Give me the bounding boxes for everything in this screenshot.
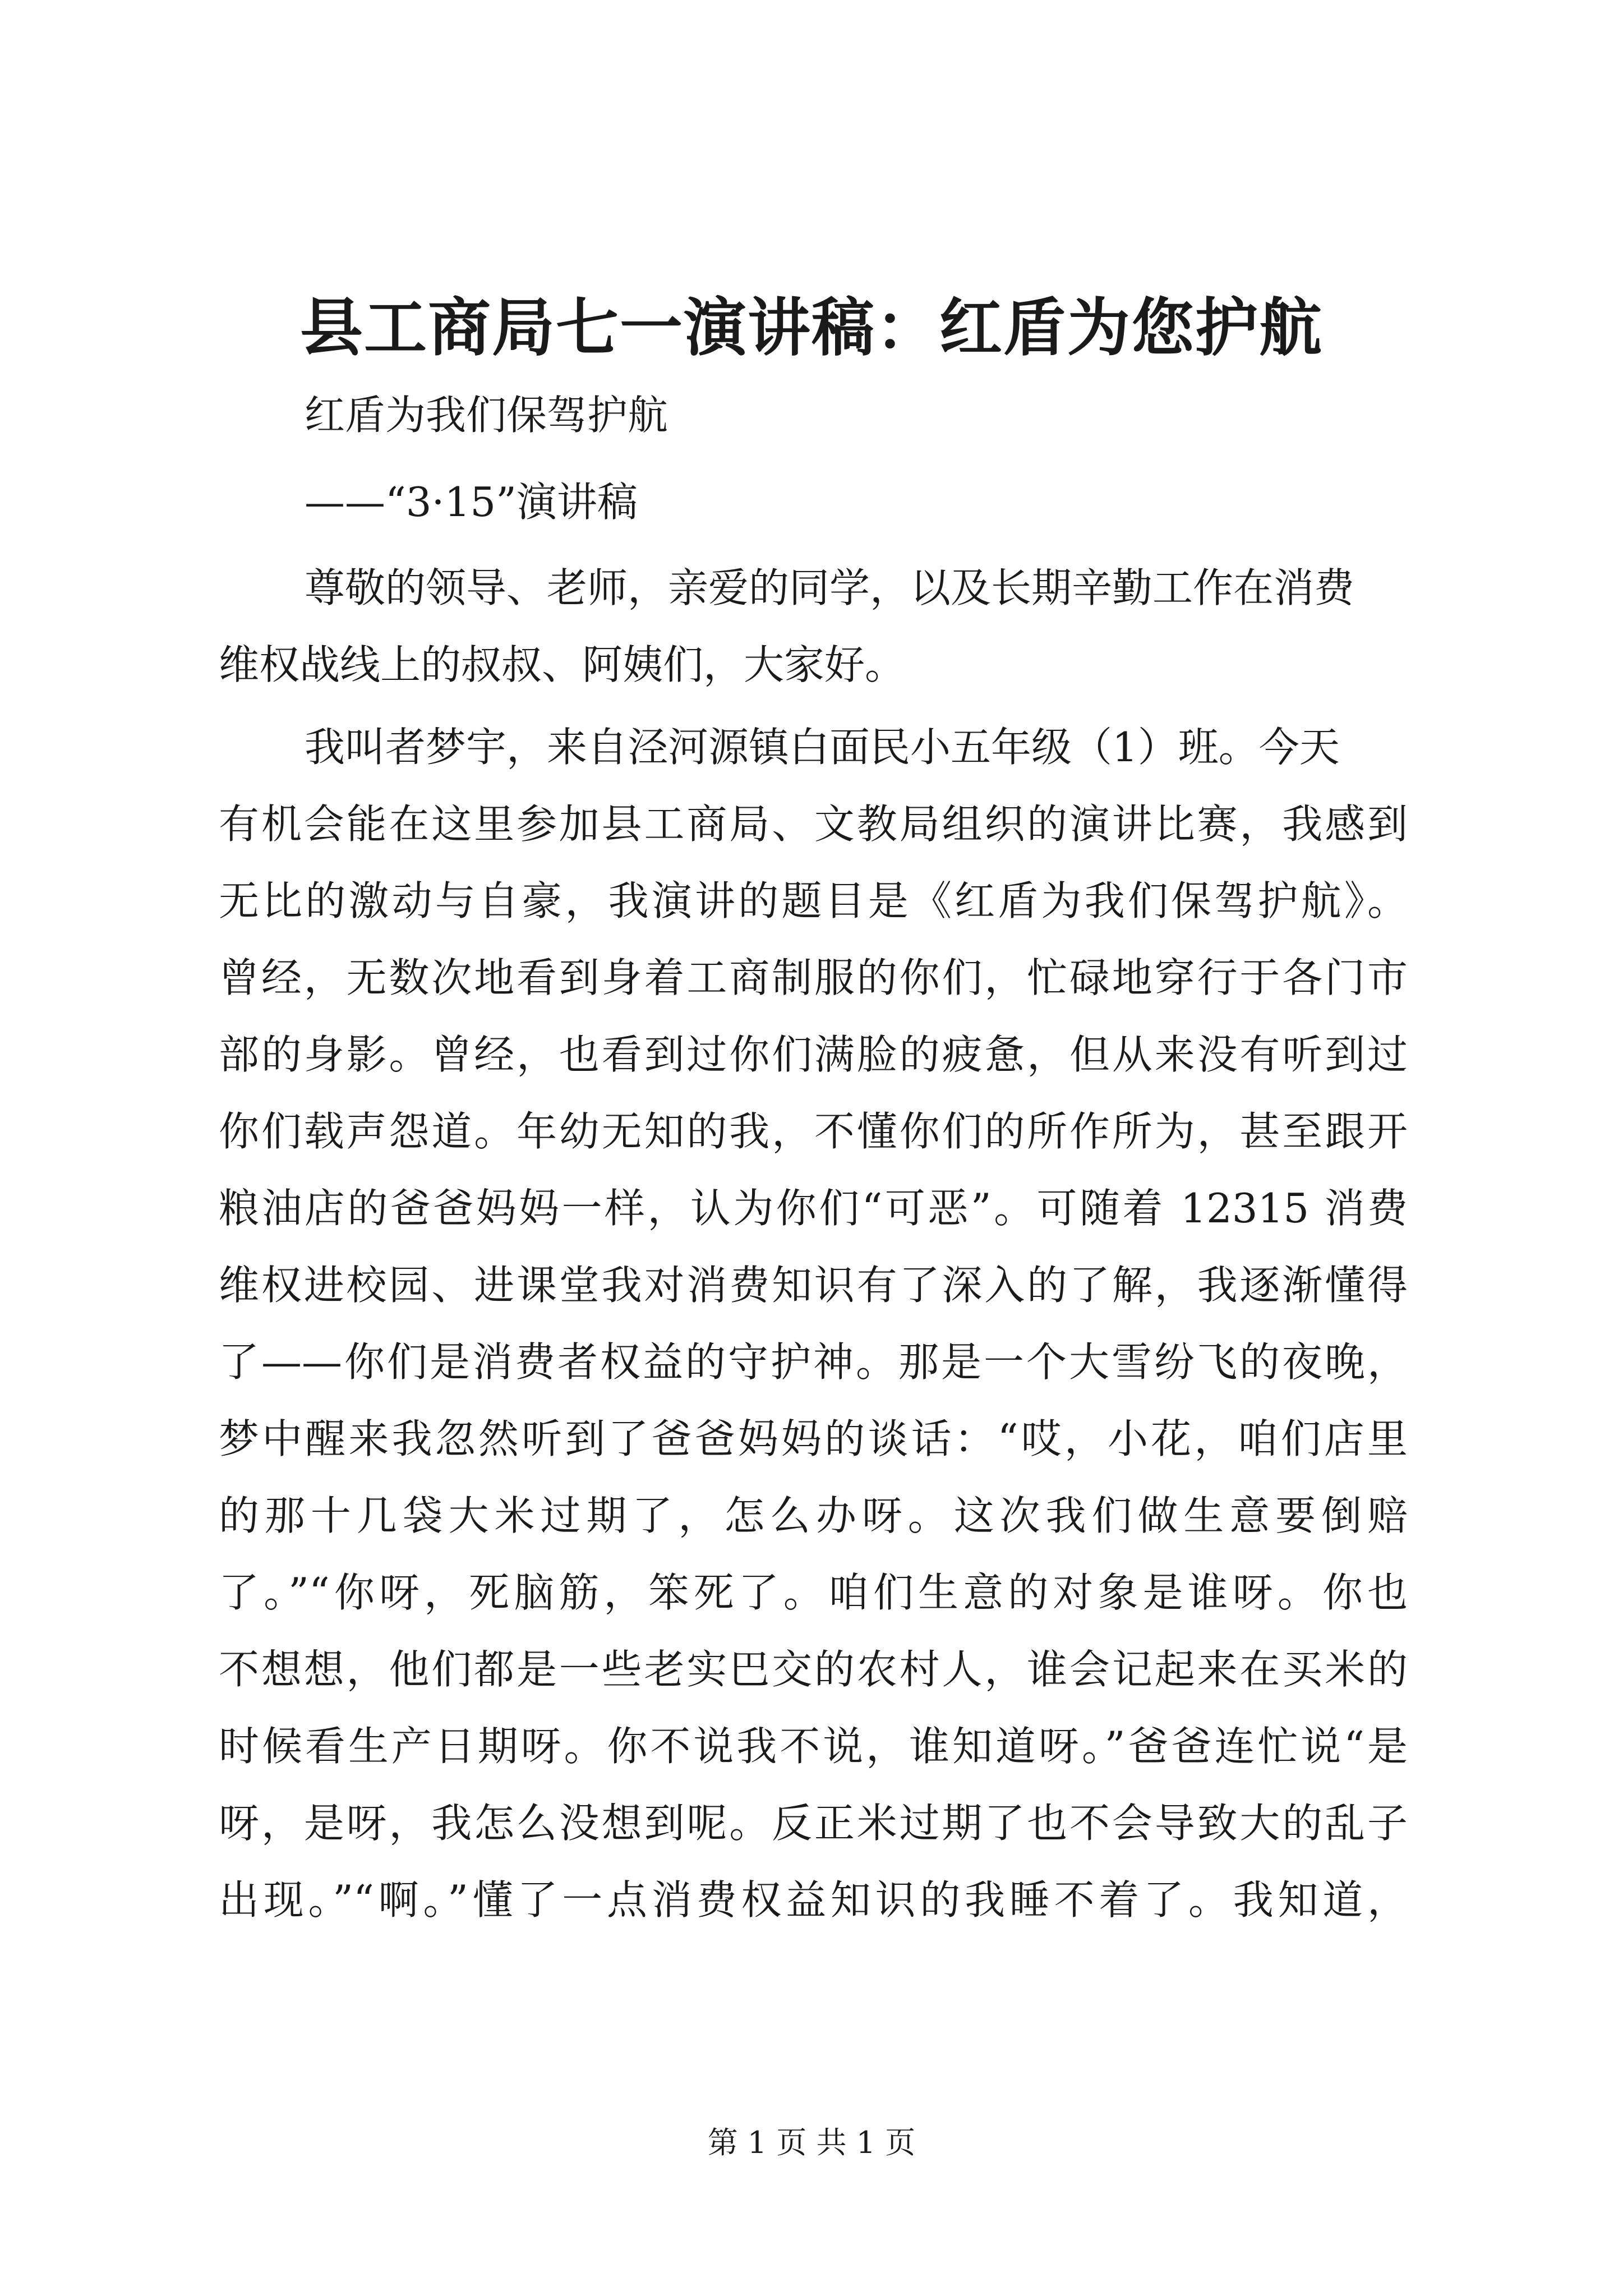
paragraph-line: 曾经，无数次地看到身着工商制服的你们，忙碌地穿行于各门市 bbox=[219, 954, 1408, 1001]
paragraph-line: 了。”“你呀，死脑筋，笨死了。咱们生意的对象是谁呀。你也 bbox=[219, 1569, 1408, 1616]
paragraph-line: 维权进校园、进课堂我对消费知识有了深入的了解，我逐渐懂得 bbox=[219, 1262, 1408, 1309]
paragraph-line: 我叫者梦宇，来自泾河源镇白面民小五年级（1）班。今天 bbox=[305, 724, 1340, 771]
paragraph-line: 的那十几袋大米过期了，怎么办呀。这次我们做生意要倒赔 bbox=[219, 1492, 1408, 1539]
paragraph-line: 粮油店的爸爸妈妈一样，认为你们“可恶”。可随着 12315 消费 bbox=[219, 1185, 1408, 1232]
page-footer: 第 1 页 共 1 页 bbox=[707, 2125, 916, 2160]
paragraph-line: 了——你们是消费者权益的守护神。那是一个大雪纷飞的夜晚， bbox=[219, 1338, 1408, 1386]
paragraph-line: 梦中醒来我忽然听到了爸爸妈妈的谈话：“哎，小花，咱们店里 bbox=[219, 1415, 1408, 1462]
paragraph-line: 呀，是呀，我怎么没想到呢。反正米过期了也不会导致大的乱子 bbox=[219, 1800, 1408, 1847]
paragraph-line: 不想想，他们都是一些老实巴交的农村人，谁会记起来在买米的 bbox=[219, 1646, 1408, 1693]
paragraph-line: 你们载声怨道。年幼无知的我，不懂你们的所作所为，甚至跟开 bbox=[219, 1108, 1408, 1155]
document-subtitle: 红盾为我们保驾护航 bbox=[305, 392, 668, 439]
document-title: 县工商局七一演讲稿：红盾为您护航 bbox=[300, 291, 1323, 365]
document-subtitle-2: ——“3·15”演讲稿 bbox=[305, 478, 638, 526]
paragraph-line: 部的身影。曾经，也看到过你们满脸的疲惫，但从来没有听到过 bbox=[219, 1031, 1408, 1078]
paragraph-line: 时候看生产日期呀。你不说我不说，谁知道呀。”爸爸连忙说“是 bbox=[219, 1723, 1408, 1770]
paragraph-line: 出现。”“啊。”懂了一点消费权益知识的我睡不着了。我知道， bbox=[219, 1876, 1408, 1924]
paragraph-line: 维权战线上的叔叔、阿姨们，大家好。 bbox=[219, 641, 906, 688]
paragraph-line: 无比的激动与自豪，我演讲的题目是《红盾为我们保驾护航》。 bbox=[219, 877, 1408, 924]
paragraph-line: 有机会能在这里参加县工商局、文教局组织的演讲比赛，我感到 bbox=[219, 800, 1408, 848]
paragraph-line: 尊敬的领导、老师，亲爱的同学，以及长期辛勤工作在消费 bbox=[305, 564, 1355, 611]
